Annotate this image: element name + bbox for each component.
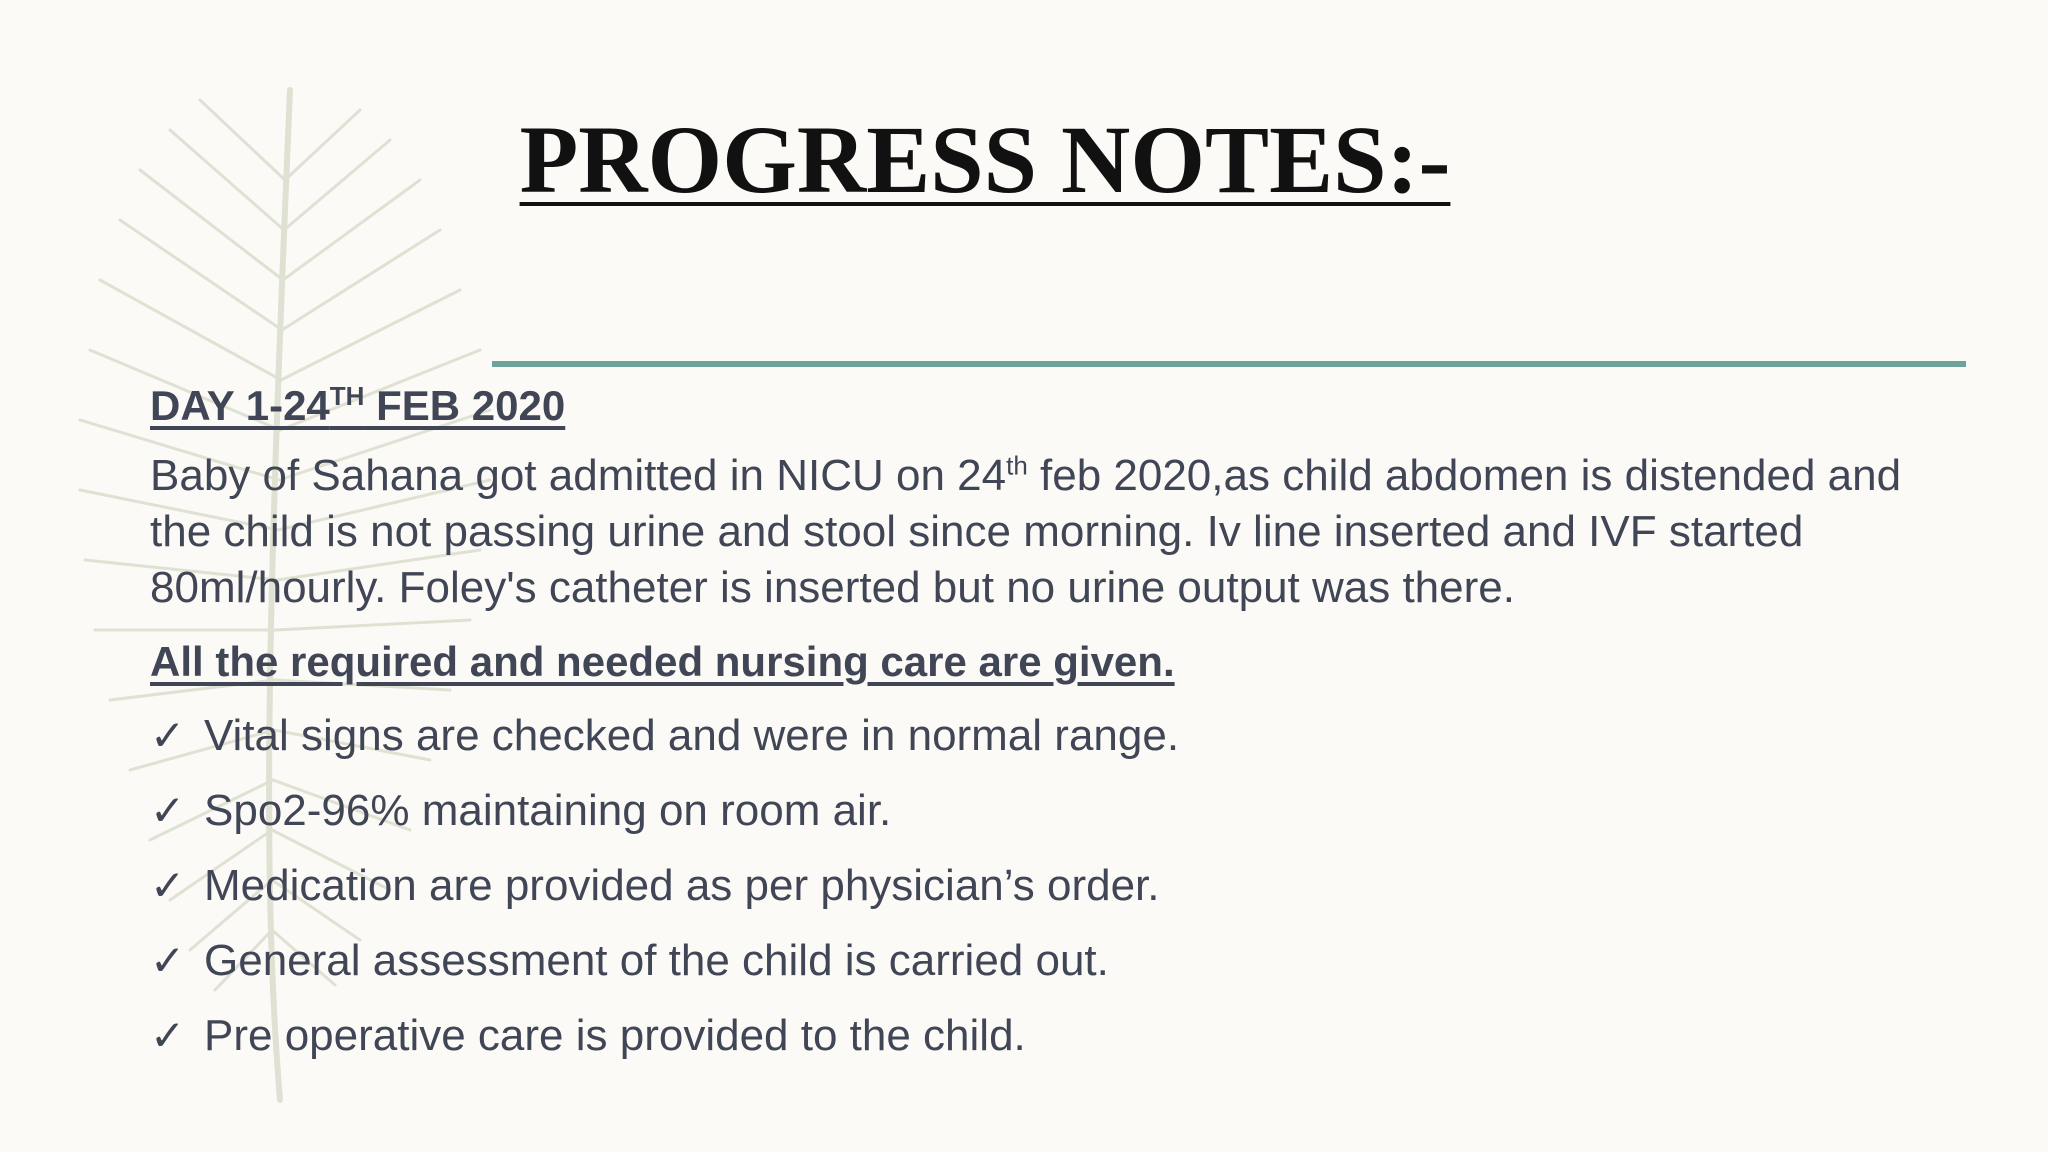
checkmark-icon: ✓ — [150, 786, 186, 835]
slide-content — [150, 378, 1950, 1083]
page-title: PROGRESS NOTES:- — [519, 106, 1451, 213]
checkmark-icon: ✓ — [150, 861, 186, 910]
day-heading: DAY 1-24TH FEB 2020 — [150, 381, 566, 429]
checklist — [150, 708, 1950, 1083]
list-item: ✓ Pre operative care is provided to the child. — [150, 1008, 1950, 1083]
checkmark-icon: ✓ — [150, 711, 186, 760]
accent-divider — [492, 361, 1966, 367]
nursing-care-heading: All the required and needed nursing care are given. — [150, 638, 1175, 685]
checkmark-icon: ✓ — [150, 1011, 186, 1060]
list-item: ✓ Medication are provided as per physician’s order. — [150, 858, 1950, 933]
checkmark-icon: ✓ — [150, 936, 186, 985]
list-item: ✓ Vital signs are checked and were in normal range. — [150, 708, 1950, 783]
list-item: ✓ Spo2-96% maintaining on room air. — [150, 783, 1950, 858]
admission-paragraph: Baby of Sahana got admitted in NICU on 24th feb 2020,as child abdomen is distended and the child is not passing urine and stool since morning. Iv line inserted and IVF started 80ml/hourly. Foley's catheter is inserted but no urine output was there. — [150, 450, 1902, 612]
list-item: ✓ General assessment of the child is carried out. — [150, 933, 1950, 1008]
